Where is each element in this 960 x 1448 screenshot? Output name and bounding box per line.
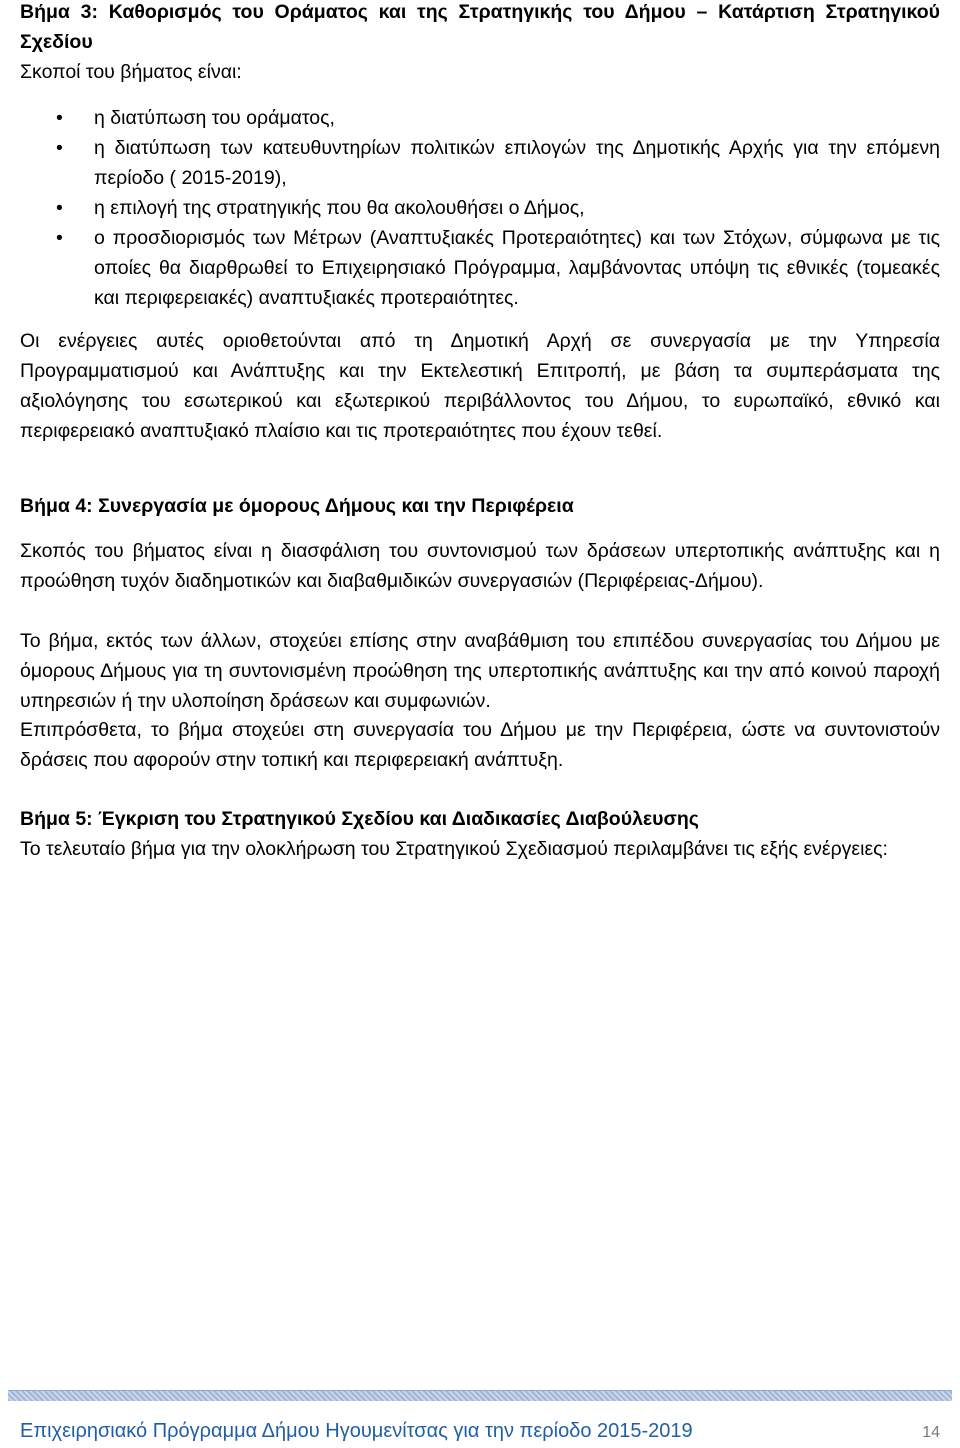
step3-heading: Βήμα 3: Καθορισμός του Οράματος και της Στρατηγικής του Δήμου – Κατάρτιση Στρατηγικού Σχεδίου [20,1,940,53]
step3-paragraph: Οι ενέργειες αυτές οριοθετούνται από τη Δημοτική Αρχή σε συνεργασία με την Υπηρεσία Προγραμματισμού και Ανάπτυξης και την Εκτελεστική Επιτροπή, με βάση τα συμπεράσματα της αξιολόγησης του εσωτερικού και εξωτερικού περιβάλλοντος του Δήμου, το ευρωπαϊκό, εθνικό και περιφερειακό αναπτυξιακό πλαίσιο και τις προτεραιότητες που έχουν τεθεί. [20,330,940,442]
step5-paragraph: Το τελευταίο βήμα για την ολοκλήρωση του Στρατηγικού Σχεδιασμού περιλαμβάνει τις εξής ενέργειες: [20,838,888,860]
step5-heading: Βήμα 5: Έγκριση του Στρατηγικού Σχεδίου και Διαδικασίες Διαβούλευσης [20,808,699,830]
step4-paragraph-1: Σκοπός του βήματος είναι η διασφάλιση του συντονισμού των δράσεων υπερτοπικής ανάπτυξης και η προώθηση τυχόν διαδημοτικών και διαβαθμιδικών συνεργασιών (Περιφέρειας-Δήμου). [20,540,940,592]
bullet-icon: • [56,137,63,159]
list-item-text: η διατύπωση των κατευθυντηρίων πολιτικών επιλογών της Δημοτικής Αρχής για την επόμενη περίοδο ( 2015-2019), [94,137,940,189]
step3-intro: Σκοποί του βήματος είναι: [20,61,242,83]
list-item [20,223,940,313]
step4-paragraph-2: Το βήμα, εκτός των άλλων, στοχεύει επίσης στην αναβάθμιση του επιπέδου συνεργασίας του Δήμου με όμορους Δήμους για τη συντονισμένη προώθηση της υπερτοπικής ανάπτυξης και την από κοινού παροχή υπηρεσιών ή την υλοποίηση δράσεων και συμφωνιών. [20,630,940,712]
list-item [20,193,940,223]
footer-title: Επιχειρησιακό Πρόγραμμα Δήμου Ηγουμενίτσας για την περίοδο 2015-2019 [20,1420,693,1442]
footer-divider [8,1390,952,1401]
bullet-icon: • [56,227,63,249]
step4-heading: Βήμα 4: Συνεργασία με όμορους Δήμους και την Περιφέρεια [20,495,574,517]
bullet-icon: • [56,107,63,129]
list-item [20,133,940,193]
page-number: 14 [922,1424,940,1441]
bullet-icon: • [56,197,63,219]
list-item-text: η διατύπωση του οράματος, [94,107,335,129]
step3-bullet-list [20,103,940,313]
list-item [20,103,940,133]
list-item-text: ο προσδιορισμός των Μέτρων (Αναπτυξιακές Προτεραιότητες) και των Στόχων, σύμφωνα με τις οποίες θα διαρθρωθεί το Επιχειρησιακό Πρόγραμμα, λαμβάνοντας υπόψη τις εθνικές (τομεακές και περιφερειακές) αναπτυξιακές προτεραιότητες. [94,227,940,309]
list-item-text: η επιλογή της στρατηγικής που θα ακολουθήσει ο Δήμος, [94,197,585,219]
step4-paragraph-3: Επιπρόσθετα, το βήμα στοχεύει στη συνεργασία του Δήμου με την Περιφέρεια, ώστε να συντονιστούν δράσεις που αφορούν στην τοπική και περιφερειακή ανάπτυξη. [20,719,940,771]
